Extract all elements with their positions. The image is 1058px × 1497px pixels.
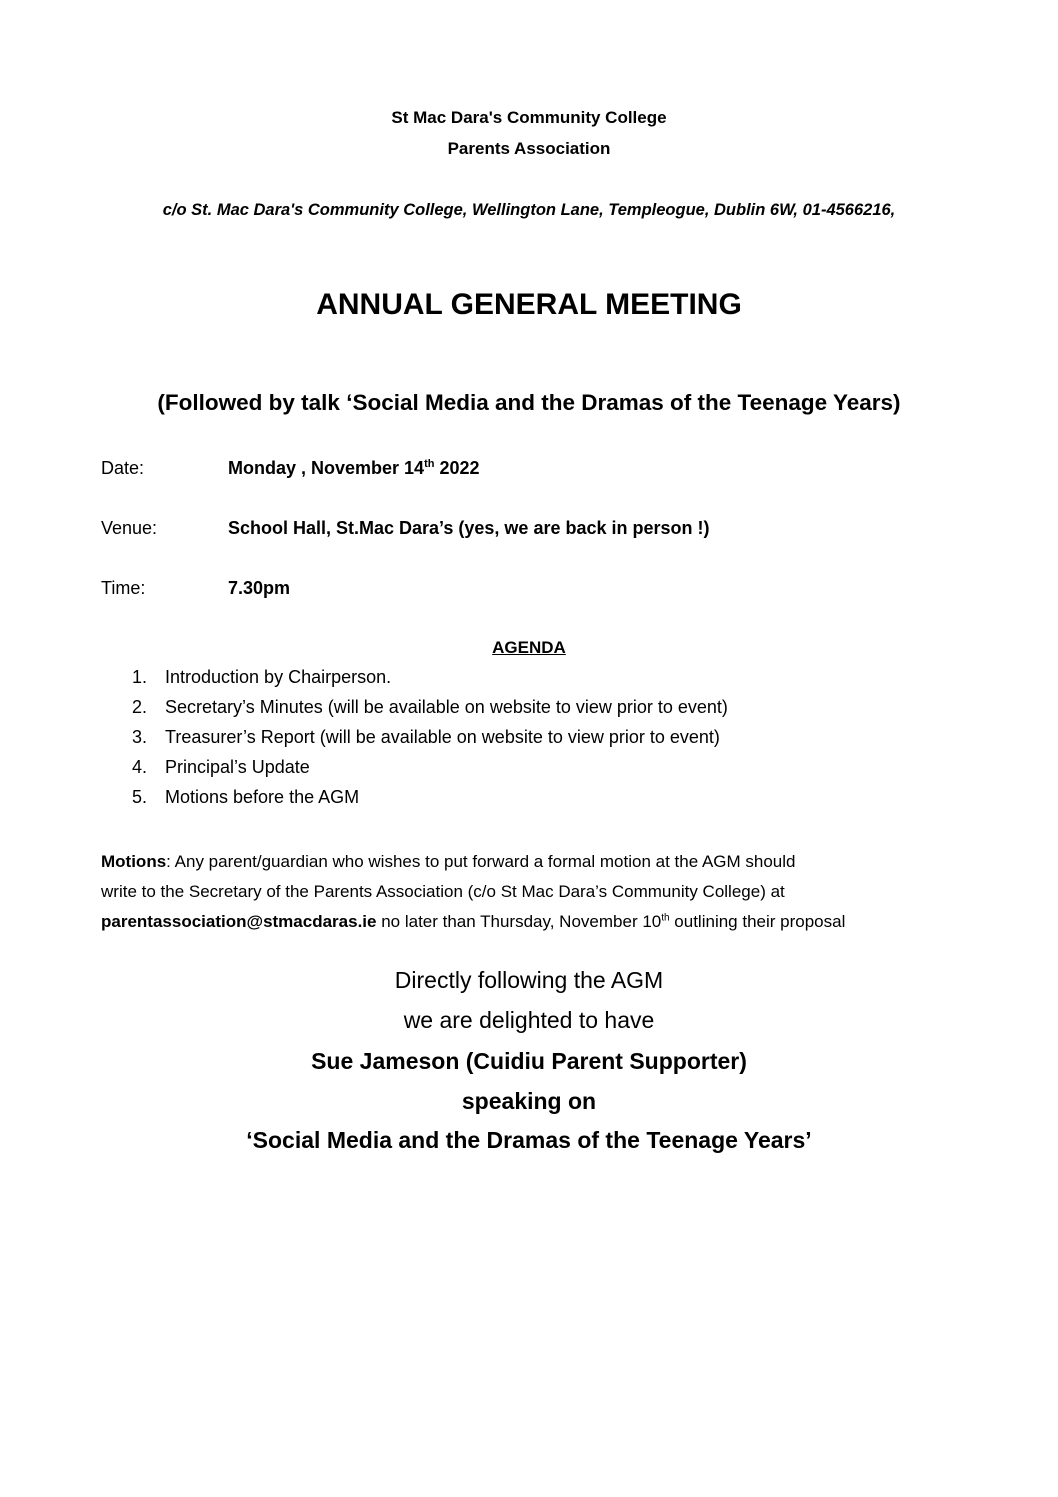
speaker-name: Sue Jameson (Cuidiu Parent Supporter) bbox=[311, 1048, 747, 1074]
agenda-item-text: Treasurer’s Report (will be available on website to view prior to event) bbox=[165, 727, 720, 747]
college-name: St Mac Dara's Community College bbox=[391, 108, 667, 127]
page-title: ANNUAL GENERAL MEETING bbox=[316, 288, 742, 321]
motions-line-3-end: outlining their proposal bbox=[669, 912, 846, 931]
date-value-year: 2022 bbox=[434, 458, 480, 478]
agenda-item bbox=[132, 727, 720, 748]
motions-line-1-text: : Any parent/guardian who wishes to put forward a formal motion at the AGM should bbox=[166, 852, 796, 871]
motions-line-1 bbox=[101, 847, 981, 877]
talk-intro-line-1: Directly following the AGM bbox=[394, 967, 664, 993]
address-line: c/o St. Mac Dara's Community College, Wellington Lane, Templeogue, Dublin 6W, 01-4566216, bbox=[162, 201, 896, 219]
agenda-item bbox=[132, 787, 359, 808]
speaking-on-text: speaking on bbox=[461, 1088, 597, 1114]
venue-label: Venue: bbox=[101, 518, 158, 538]
agenda-item bbox=[132, 757, 310, 778]
motions-label: Motions bbox=[101, 852, 167, 871]
motions-line-2: write to the Secretary of the Parents Association (c/o St Mac Dara’s Community College) at bbox=[101, 882, 785, 901]
date-value bbox=[228, 458, 480, 479]
agenda-item bbox=[132, 697, 728, 718]
deadline-ordinal: th bbox=[661, 912, 670, 924]
agenda-item-number: 4. bbox=[132, 757, 148, 777]
motions-line-3 bbox=[101, 907, 981, 937]
page-subtitle: (Followed by talk ‘Social Media and the Dramas of the Teenage Years) bbox=[157, 390, 901, 415]
date-value-main: Monday , November 14 bbox=[228, 458, 425, 478]
agenda-item-text: Motions before the AGM bbox=[165, 787, 360, 807]
agenda-item-text: Introduction by Chairperson. bbox=[165, 667, 392, 687]
motions-deadline-text: no later than Thursday, November 10 bbox=[376, 912, 662, 931]
organisation-name: Parents Association bbox=[447, 139, 611, 158]
date-ordinal: th bbox=[424, 458, 435, 470]
agenda-item-text: Principal’s Update bbox=[165, 757, 310, 777]
agenda-item-text: Secretary’s Minutes (will be available on website to view prior to event) bbox=[165, 697, 728, 717]
agenda-item-number: 2. bbox=[132, 697, 148, 717]
time-label: Time: bbox=[101, 578, 146, 598]
talk-intro-line-2: we are delighted to have bbox=[403, 1007, 655, 1033]
date-label: Date: bbox=[101, 458, 145, 478]
time-value: 7.30pm bbox=[228, 578, 291, 598]
agenda-item-number: 5. bbox=[132, 787, 148, 807]
agenda-item-number: 1. bbox=[132, 667, 148, 687]
contact-email[interactable]: parentassociation@stmacdaras.ie bbox=[101, 912, 377, 931]
agenda-item bbox=[132, 667, 391, 688]
agenda-item-number: 3. bbox=[132, 727, 148, 747]
agenda-heading: AGENDA bbox=[492, 638, 566, 657]
talk-title: ‘Social Media and the Dramas of the Teenage Years’ bbox=[246, 1127, 812, 1153]
venue-value: School Hall, St.Mac Dara’s (yes, we are back in person !) bbox=[228, 518, 710, 538]
motions-paragraph bbox=[101, 847, 981, 937]
